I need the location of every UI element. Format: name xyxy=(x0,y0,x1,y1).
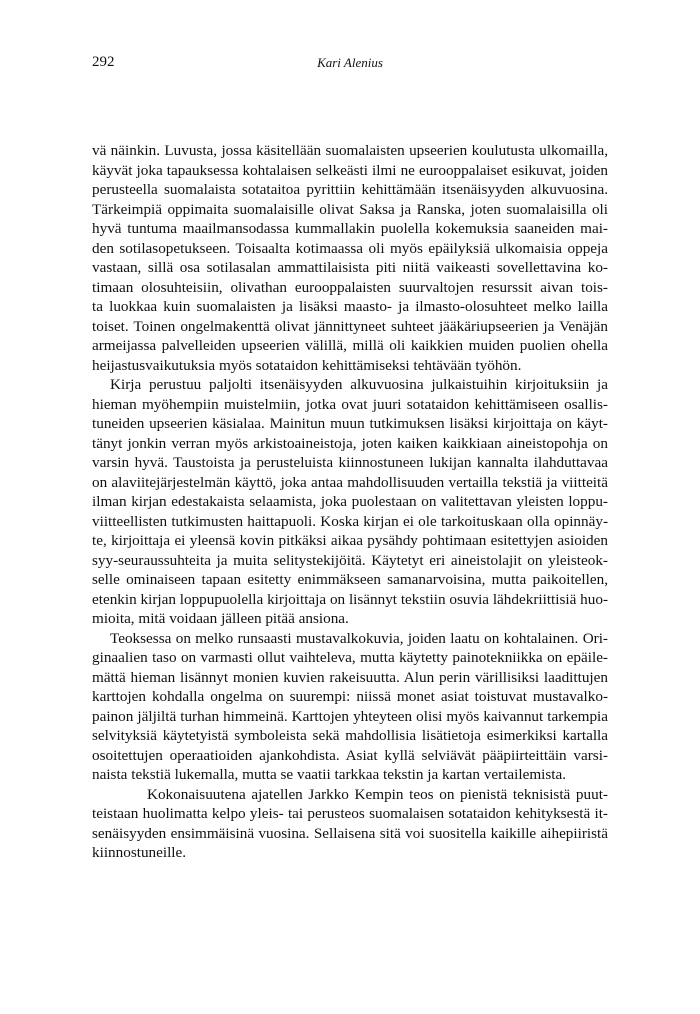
text-line: hieman myöhempiin muistelmiin, jotka ovat juuri sotataidon kehittämiseen osallis- xyxy=(92,395,608,413)
text-line: etenkin kirjan loppupuolella kirjoittaja on lisännyt tekstiin osuvia lähdekriittisiä huo- xyxy=(92,590,608,608)
text-line: toiset. Toinen ongelmakenttä olivat jännittyneet suhteet jääkäriupseerien ja Venäjän xyxy=(92,317,608,335)
text-line: mioita, mitä voidaan jälleen pitää ansiona. xyxy=(92,610,349,627)
running-head: Kari Alenius xyxy=(317,55,383,70)
text-line: tänyt jonkin verran myös arkistoaineistoja, joten kaiken kaikkiaan aineistopohja on xyxy=(92,434,608,452)
text-line: teistaan huolimatta kelpo yleis- tai perusteos suomalaisen sotataidon kehityksestä it- xyxy=(92,805,608,822)
text-line: osoitettujen operaatioiden ajankohdista. Asiat kyllä selviävät pääpiirteittäin varsi- xyxy=(92,746,608,764)
paragraph-4 xyxy=(92,785,608,863)
text-line: Tärkeimpiä oppimaita suomalaisille olivat Saksa ja Ranska, joten suomalaisilla oli xyxy=(92,200,608,218)
body-text xyxy=(92,141,608,863)
text-line: perusteella suomalaista sotataitoa pyrittiin kehittämään itsenäisyyden alkuvuosina. xyxy=(92,181,608,198)
text-line: vä näinkin. Luvusta, jossa käsitellään suomalaisten upseerien koulutusta ulkomailla, xyxy=(92,142,608,159)
text-line: hyvä tuntuma maailmansodassa kummallakin puolella kokemuksia saaneiden mai- xyxy=(92,220,608,237)
text-line: den sotilasopetukseen. Toisaalta kotimaassa oli myös epäilyksiä ulkomaisia oppeja xyxy=(92,239,608,257)
text-line: Teoksessa on melko runsaasti mustavalkokuvia, joiden laatu on kohtalainen. Ori- xyxy=(110,629,608,647)
text-line: painon jäljiltä turhan himmeinä. Karttojen yhteyteen olisi myös kaivannut tarkempia xyxy=(92,707,608,725)
text-line: viitteellisten tutkimusten haittapuoli. Koska kirjan ei ole tarkoituskaan olla opinnäy- xyxy=(92,512,608,530)
text-line: heijastusvaikutuksia myös sotataidon kehittämiseksi tehtävään työhön. xyxy=(92,356,522,374)
text-line: käyvät joka tapauksessa kohtalaisen selkeästi ilmi ne eurooppalaiset esikuvat, joiden xyxy=(92,161,608,179)
paragraph-2 xyxy=(92,375,608,629)
paragraph-1 xyxy=(92,141,608,375)
text-line: naista tekstiä lukemalla, mutta se vaatii tarkkaa tekstin ja kartan vertailemista. xyxy=(92,766,567,783)
text-line: on alaviitejärjestelmän käyttö, joka antaa mahdollisuuden vertailla tekstiä ja viitteitä xyxy=(92,473,608,491)
text-line: Kokonaisuutena ajatellen Jarkko Kempin teos on pienistä teknisistä puut- xyxy=(147,785,608,803)
text-line: selvityksiä käytetyistä symboleista sekä mahdollisia lisätietoja esimerkiksi kartalla xyxy=(92,727,608,744)
text-line: kiinnostuneille. xyxy=(92,844,187,861)
text-line: karttojen kohdalla ongelma on suurempi: niissä monet asiat toistuvat mustavalko- xyxy=(92,688,608,705)
page-header xyxy=(92,54,608,74)
text-line: ilman kirjan edestakaista selaamista, joka puolestaan on valitettavan yleisten loppu- xyxy=(92,493,608,510)
text-line: varsin hyvä. Taustoista ja perusteluista kiinnostuneen lukijan kannalta ilahduttavaa xyxy=(92,454,608,471)
text-line: selle ominaiseen tapaan esitetty enimmäkseen samanarvoisina, mutta paikoitellen, xyxy=(92,571,608,588)
text-line: mättä hieman lisännyt monien kuvien rakeisuutta. Alun perin värillisiksi laadittujen xyxy=(92,668,608,686)
text-line: ta luokkaa kuin suomalaisten ja lisäksi maasto- ja ilmasto-olosuhteet melko lailla xyxy=(92,298,608,315)
paragraph-3 xyxy=(92,629,608,785)
text-line: timaan olosuhteisiin, olivathan eurooppalaisten suurvaltojen resurssit aivan tois- xyxy=(92,278,608,296)
text-line: syy-seuraussuhteita ja muita selitystekijöitä. Käytetyt eri aineistolajit on yleisteok- xyxy=(92,551,608,569)
text-line: ginaalien taso on varmasti ollut vaihteleva, mutta käytetty painotekniikka on epäile- xyxy=(92,649,608,666)
text-line: Kirja perustuu paljolti itsenäisyyden alkuvuosina julkaistuihin kirjoituksiin ja xyxy=(110,376,608,393)
page-number: 292 xyxy=(92,54,115,70)
text-line: senäisyyden ensimmäisinä vuosina. Sellaisena sitä voi suositella kaikille aihepiiristä xyxy=(92,824,608,842)
text-line: tuneiden upseerien käsialaa. Mainitun muun tutkimuksen lisäksi kirjoittaja on käyt- xyxy=(92,415,608,432)
text-line: te, kirjoittaja ei yleensä kovin pitkäksi aikaa pysähdy pohtimaan esitettyjen asioiden xyxy=(92,532,608,549)
text-line: vastaan, sillä osa sotilasalan ammattilaisista piti niitä vaikeasti sovellettavina ko- xyxy=(92,259,608,276)
text-line: armeijassa palvelleiden upseerien välillä, millä oli kaikkien muiden puolien ohella xyxy=(92,337,608,354)
